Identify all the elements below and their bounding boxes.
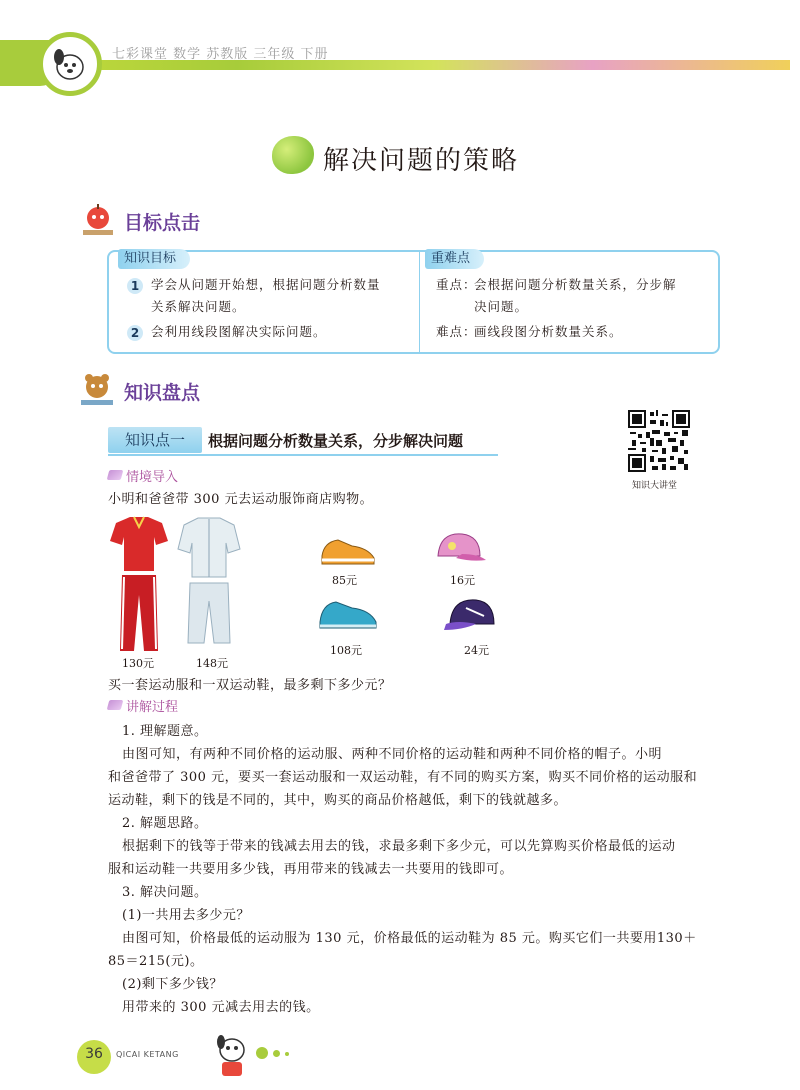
- goal-number: 2: [127, 325, 143, 341]
- step-3-answer-2: 用带来的 300 元减去用去的钱。: [122, 1000, 320, 1015]
- section-title-inventory: 知识盘点: [124, 382, 201, 404]
- footer-dot: [273, 1050, 280, 1057]
- scenario-intro: 小明和爸爸带 300 元去运动服饰商店购物。: [108, 492, 374, 507]
- difficulty-label: 难点：: [436, 324, 477, 339]
- step-3-answer-1-line-1: 由图可知，价格最低的运动服为 130 元，价格最低的运动鞋为 85 元。购买它们一共要用130＋: [122, 931, 697, 946]
- mascot-logo: [38, 32, 102, 96]
- orange-shoes-image: [318, 532, 378, 568]
- goal-number: 1: [127, 278, 143, 294]
- goal-item-2-line1: 会利用线段图解决实际问题。: [151, 324, 327, 339]
- knowledge-goal-tag: 知识目标: [118, 249, 190, 269]
- qr-code-icon[interactable]: [628, 410, 690, 472]
- step-3-question-2: (2)剩下多少钱？: [122, 977, 223, 992]
- goal-item-1-line1: 学会从问题开始想，根据问题分析数量: [151, 277, 381, 292]
- blue-shoes-image: [316, 592, 380, 636]
- purple-cap-image: [440, 594, 502, 638]
- price-label: 16元: [450, 574, 475, 587]
- price-label: 130元: [122, 657, 154, 670]
- goal-item-1-line2: 关系解决问题。: [151, 299, 246, 314]
- step-3-question-1: (1)一共用去多少元？: [122, 908, 250, 923]
- series-text: 七彩课堂 数学 苏教版 三年级 下册: [112, 47, 329, 62]
- qr-caption: 知识大讲堂: [632, 481, 678, 491]
- scenario-heading: 情境导入: [126, 470, 179, 485]
- step-1-title: 1. 理解题意。: [122, 724, 208, 739]
- red-sportswear-image: [108, 515, 170, 653]
- bear-character-icon: [78, 372, 116, 408]
- step-1-line-2: 和爸爸带了 300 元，要买一套运动服和一双运动鞋，有不同的购买方案，购买不同价格的运动服和: [108, 770, 698, 785]
- white-sportswear-image: [176, 515, 242, 653]
- page-title: 解决问题的策略: [323, 146, 520, 176]
- footer-dot: [285, 1052, 289, 1056]
- difficulty-text: 画线段图分析数量关系。: [474, 324, 623, 339]
- price-label: 85元: [332, 574, 357, 587]
- price-label: 24元: [464, 644, 489, 657]
- step-2-line-1: 根据剩下的钱等于带来的钱减去用去的钱，求最多剩下多少元，可以先算购买价格最低的运动: [122, 839, 676, 854]
- step-1-line-1: 由图可知，有两种不同价格的运动服、两种不同价格的运动鞋和两种不同价格的帽子。小明: [122, 747, 663, 762]
- knowledge-point-tag: 知识点一: [108, 427, 202, 453]
- scenario-question: 买一套运动服和一双运动鞋，最多剩下多少元？: [108, 678, 392, 693]
- footer-dot: [256, 1047, 268, 1059]
- step-1-line-3: 运动鞋，剩下的钱是不同的，其中，购买的商品价格越低，剩下的钱就越多。: [108, 793, 568, 808]
- pencil-icon: [107, 470, 124, 480]
- key-text-line1: 会根据问题分析数量关系，分步解: [474, 277, 677, 292]
- key-text-line2: 决问题。: [474, 299, 529, 314]
- footer-brand: QICAI KETANG: [116, 1050, 179, 1059]
- step-2-title: 2. 解题思路。: [122, 816, 208, 831]
- apple-character-icon: [80, 203, 116, 237]
- pencil-icon: [107, 700, 124, 710]
- objectives-divider: [419, 252, 420, 352]
- section-title-goals: 目标点击: [124, 212, 201, 234]
- step-3-title: 3. 解决问题。: [122, 885, 208, 900]
- title-blob-icon: [272, 136, 314, 174]
- dog-mascot-icon: [43, 37, 97, 91]
- key-point-tag: 重难点: [425, 249, 484, 269]
- key-label: 重点：: [436, 277, 477, 292]
- price-label: 148元: [196, 657, 228, 670]
- price-label: 108元: [330, 644, 362, 657]
- knowledge-point-title: 根据问题分析数量关系，分步解决问题: [208, 432, 464, 450]
- dog-mascot-footer-icon: [208, 1030, 256, 1082]
- pink-cap-image: [432, 528, 488, 568]
- step-3-answer-1-line-2: 85＝215(元)。: [108, 954, 204, 969]
- knowledge-point-underline: [108, 454, 498, 456]
- step-2-line-2: 服和运动鞋一共要用多少钱，再用带来的钱减去一共要用的钱即可。: [108, 862, 514, 877]
- page-number: 36: [85, 1046, 103, 1062]
- explanation-heading: 讲解过程: [126, 700, 179, 715]
